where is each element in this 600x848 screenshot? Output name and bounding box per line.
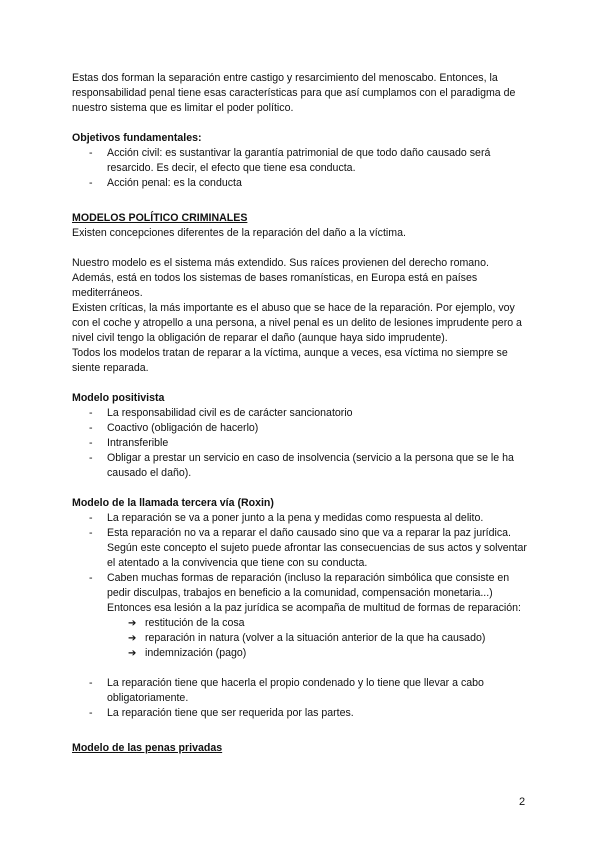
list-item-text: Esta reparación no va a reparar el daño causado sino que va a reparar la paz jurídica. Según este concepto el sujeto puede afrontar las consecuencias de sus actos y solventar el atentado a la convivencia que tiene con su conducta. <box>107 527 527 569</box>
dash-marker: - <box>89 452 93 464</box>
list-item <box>72 511 532 526</box>
page-content <box>72 71 532 756</box>
dash-marker: - <box>89 147 93 159</box>
tercera-via-heading: Modelo de la llamada tercera vía (Roxin) <box>72 497 274 509</box>
list-item <box>72 526 532 571</box>
list-item-text: indemnización (pago) <box>145 647 247 659</box>
list-item <box>128 631 532 646</box>
list-item-text: Obligar a prestar un servicio en caso de insolvencia (servicio a la persona que se le ha causado el daño). <box>107 452 514 479</box>
dash-marker: - <box>89 677 93 689</box>
list-item-text: reparación in natura (volver a la situación anterior de la que ha causado) <box>145 632 486 644</box>
positivista-list <box>72 406 532 481</box>
modelos-subtitle: Existen concepciones diferentes de la reparación del daño a la víctima. <box>72 227 406 239</box>
objetivos-list <box>72 146 532 191</box>
list-item <box>72 176 532 191</box>
objetivos-heading: Objetivos fundamentales: <box>72 132 202 144</box>
modelos-paragraph-2: Existen críticas, la más importante es el abuso que se hace de la reparación. Por ejemplo, voy con el coche y atropello a una persona, a nivel penal es un delito de lesiones imprudente pero a nivel civil tengo la obligación de reparar el daño (aunque haya sido imprudente). <box>72 302 522 344</box>
penas-privadas-heading: Modelo de las penas privadas <box>72 742 223 754</box>
dash-marker: - <box>89 177 93 189</box>
list-item-text: Acción civil: es sustantivar la garantía patrimonial de que todo daño causado será resarcido. Es decir, el efecto que tiene esa conducta. <box>107 147 491 174</box>
arrow-icon: ➔ <box>128 618 137 629</box>
modelos-heading: MODELOS POLÍTICO CRIMINALES <box>72 212 248 224</box>
dash-marker: - <box>89 707 93 719</box>
list-item-text: Coactivo (obligación de hacerlo) <box>107 422 259 434</box>
page-number: 2 <box>519 796 526 808</box>
list-item <box>72 146 532 176</box>
list-item <box>72 706 532 721</box>
dash-marker: - <box>89 437 93 449</box>
list-item <box>72 571 532 601</box>
list-item <box>72 421 532 436</box>
reparation-forms-list <box>72 616 532 661</box>
list-item <box>72 451 532 481</box>
list-item-text: La reparación tiene que hacerla el propio condenado y lo tiene que llevar a cabo obligatoriamente. <box>107 677 484 704</box>
list-item <box>72 436 532 451</box>
modelos-paragraph-3: Todos los modelos tratan de reparar a la víctima, aunque a veces, esa víctima no siempre se siente reparada. <box>72 347 508 374</box>
list-item-text: Caben muchas formas de reparación (incluso la reparación simbólica que consiste en pedir disculpas, trabajos en beneficio a la comunidad, compensación monetaria...) <box>107 572 510 599</box>
intro-paragraph: Estas dos forman la separación entre castigo y resarcimiento del menoscabo. Entonces, la responsabilidad penal tiene esas características para que así cumplamos con el paradigma de nuestro sistema que es limitar el poder político. <box>72 72 516 114</box>
list-item <box>72 676 532 706</box>
list-item <box>128 616 532 631</box>
dash-marker: - <box>89 572 93 584</box>
list-item <box>128 646 532 661</box>
tercera-via-list-2 <box>72 676 532 721</box>
modelos-paragraph-1: Nuestro modelo es el sistema más extendido. Sus raíces provienen del derecho romano. Además, está en todos los sistemas de bases romanísticas, en Europa está en países mediterráneos. <box>72 257 489 299</box>
list-item-text: Intransferible <box>107 437 169 449</box>
dash-marker: - <box>89 422 93 434</box>
tercera-via-list <box>72 511 532 601</box>
list-item-text: La responsabilidad civil es de carácter sancionatorio <box>107 407 353 419</box>
list-item-text: restitución de la cosa <box>145 617 245 629</box>
dash-marker: - <box>89 527 93 539</box>
list-item-text: Acción penal: es la conducta <box>107 177 242 189</box>
dash-marker: - <box>89 407 93 419</box>
list-item <box>72 406 532 421</box>
arrow-icon: ➔ <box>128 648 137 659</box>
tercera-via-continuation: Entonces esa lesión a la paz jurídica se acompaña de multitud de formas de reparación: <box>107 602 521 614</box>
positivista-heading: Modelo positivista <box>72 392 165 404</box>
list-item-text: La reparación tiene que ser requerida por las partes. <box>107 707 354 719</box>
arrow-icon: ➔ <box>128 633 137 644</box>
list-item-text: La reparación se va a poner junto a la pena y medidas como respuesta al delito. <box>107 512 484 524</box>
dash-marker: - <box>89 512 93 524</box>
